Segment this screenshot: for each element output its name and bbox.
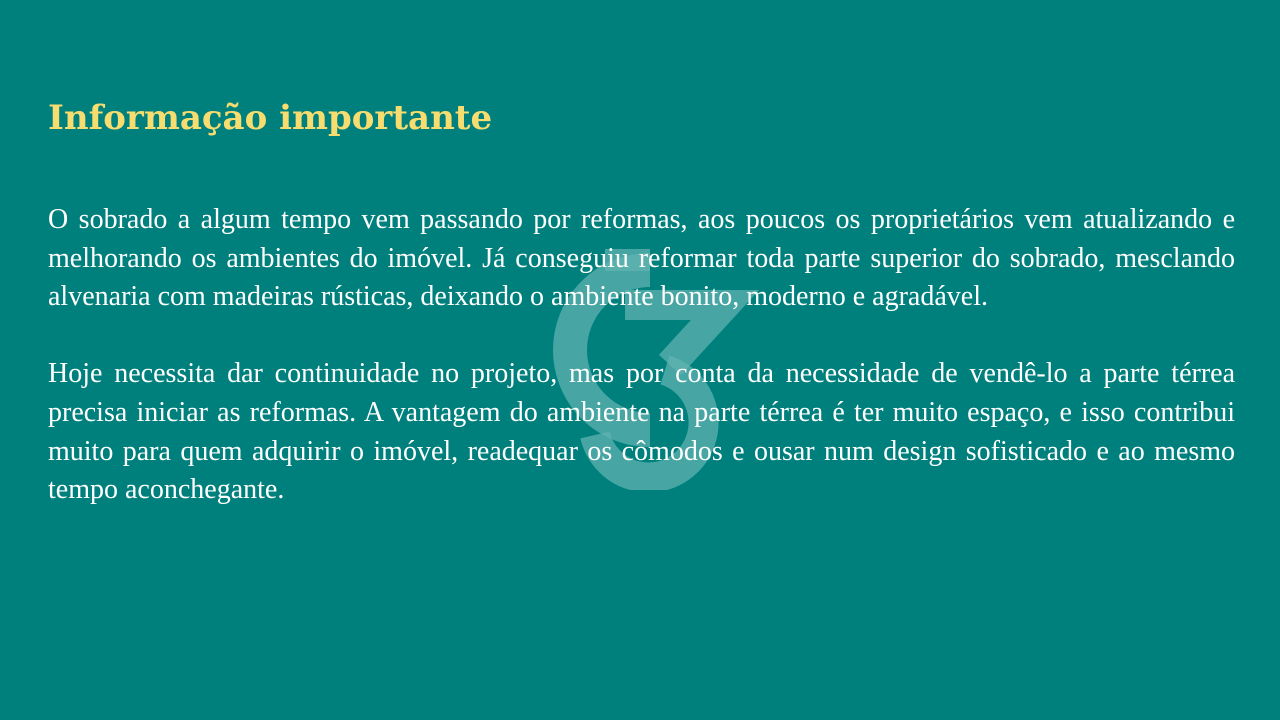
paragraph-2: Hoje necessita dar continuidade no projeto, mas por conta da necessidade de vendê-lo a parte térrea precisa iniciar as reformas. A vantagem do ambiente na parte térrea é ter muito espaço, e isso contribui muito para quem adquirir o imóvel, readequar os cômodos e ousar num design sofisticado e ao mesmo tempo aconchegante.	[48, 358, 1235, 506]
paragraph-1: O sobrado a algum tempo vem passando por reformas, aos poucos os proprietários vem atualizando e melhorando os ambientes do imóvel. Já conseguiu reformar toda parte superior do sobrado, mesclando alvenaria com madeiras rústicas, deixando o ambiente bonito, moderno e agradável.	[48, 204, 1235, 313]
slide-title: Informação importante	[48, 98, 493, 138]
slide-body	[48, 201, 1235, 510]
